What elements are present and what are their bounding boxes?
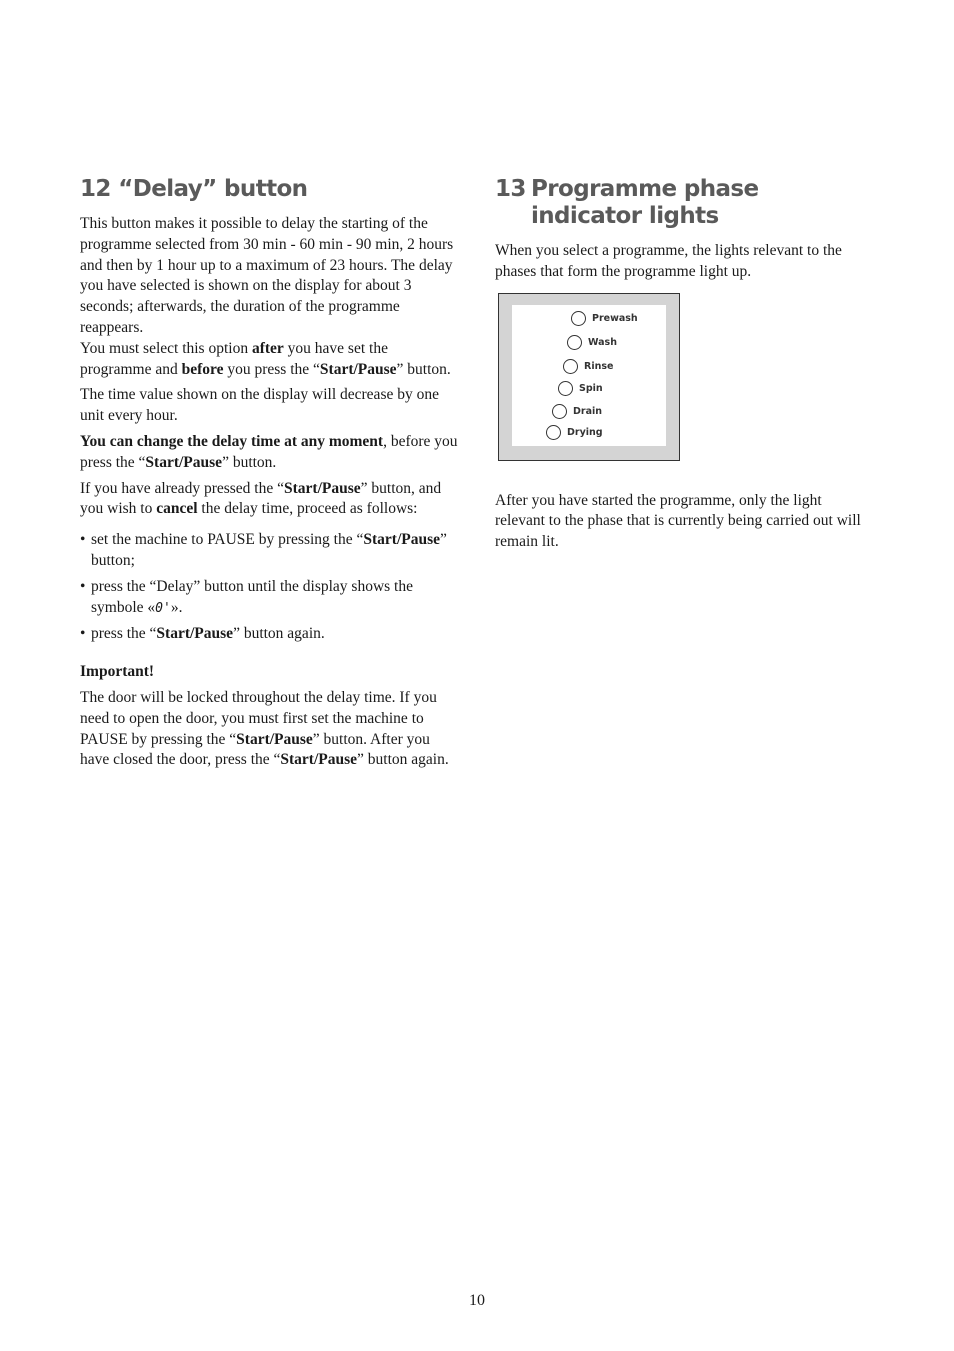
delay-change-note: You can change the delay time at any moment, before you press the “Start/Pause” button. [80, 432, 458, 471]
delay-decrease-note: The time value shown on the display will decrease by one unit every hour. [80, 386, 439, 425]
panel-face [512, 305, 666, 446]
delay-button-section [80, 176, 458, 776]
phase-label: Drying [567, 426, 603, 438]
delay-select-note: You must select this option after you have set the programme and before you press the “Start/Pause” button. [80, 339, 451, 378]
phase-indicator-panel [498, 293, 680, 461]
important-text: The door will be locked throughout the delay time. If you need to open the door, you must first set the machine to PAUSE by pressing the “Start/Pause” button. After you have closed the door, press the “Start/Pause” button again. [80, 688, 449, 769]
list-item: • press the “Start/Pause” button again. [80, 624, 458, 645]
phase-label: Prewash [592, 312, 638, 324]
list-item: • press the “Delay” button until the display shows the symbole «0'». [80, 577, 458, 620]
cancel-steps-list [80, 530, 458, 645]
display-symbol: 0' [155, 600, 171, 616]
section-title: Programme phase indicator lights [531, 176, 759, 229]
list-item: • set the machine to PAUSE by pressing the “Start/Pause” button; [80, 530, 458, 572]
page-number: 10 [469, 1292, 485, 1309]
phase-label: Rinse [584, 360, 614, 372]
delay-cancel-note: If you have already pressed the “Start/Pause” button, and you wish to cancel the delay time, proceed as follows: [80, 479, 442, 518]
section-heading-phase-lights [495, 176, 875, 230]
section-number: 12 [80, 176, 111, 202]
phase-intro: When you select a programme, the lights relevant to the phases that form the programme light up. [495, 242, 842, 280]
indicator-lamp-icon [567, 335, 582, 350]
indicator-lamp-icon [546, 425, 561, 440]
phase-after-note: After you have started the programme, only the light relevant to the phase that is currently being carried out will remain lit. [495, 491, 861, 551]
indicator-lamp-icon [563, 359, 578, 374]
phase-label: Wash [588, 336, 617, 348]
important-label: Important! [80, 663, 155, 681]
section-title: “Delay” button [118, 176, 308, 202]
section-number: 13 [495, 176, 526, 202]
phase-label: Drain [573, 405, 603, 417]
indicator-lamp-icon [571, 311, 586, 326]
indicator-lamp-icon [552, 404, 567, 419]
indicator-lamp-icon [558, 381, 573, 396]
phase-indicator-section [495, 176, 875, 558]
delay-intro: This button makes it possible to delay the starting of the programme selected from 30 min - 60 min - 90 min, 2 hours and then by 1 hour up to a maximum of 23 hours. The delay you have selected is shown on the display for about 3 seconds; afterwards, the duration of the programme reappears. [80, 215, 454, 336]
section-heading-delay [80, 176, 458, 203]
phase-label: Spin [579, 382, 603, 394]
